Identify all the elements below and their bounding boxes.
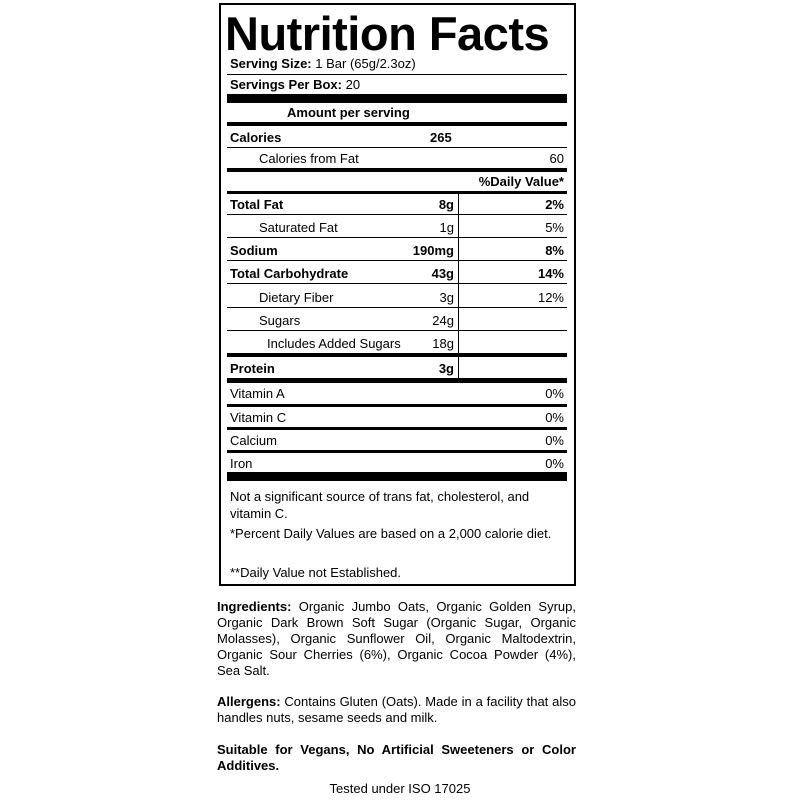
footnote: *Percent Daily Values are based on a 2,000 calorie diet. [230,526,552,541]
nutrient-amount: 190mg [412,243,454,258]
allergens-list: Contains Gluten (Oats). Made in a facility that also handles nuts, sesame seeds and milk. [217,694,576,725]
vitamin-label: Vitamin A [230,386,285,401]
divider [227,283,567,284]
testing-statement: Tested under ISO 17025 [329,781,471,796]
nutrient-amount: 1g [439,220,454,235]
calories-label: Calories [230,130,282,145]
footnote: Not a significant source of trans fat, cholesterol, and vitamin C. [230,489,530,521]
medium-divider [227,191,567,194]
daily-value-header: %Daily Value* [478,174,564,189]
medium-divider [227,404,567,407]
nutrient-amount: 18g [432,336,454,351]
vitamin-daily-value: 0% [545,456,564,471]
divider [227,237,567,238]
calories-from-fat-label: Calories from Fat [259,151,359,166]
nutrient-amount: 24g [432,313,454,328]
servings-per-box-value: 20 [345,77,361,92]
divider [227,147,567,148]
medium-divider [227,427,567,430]
vitamin-label: Vitamin C [230,410,287,425]
servings-per-box [230,77,360,92]
nutrient-daily-value: 12% [537,290,564,305]
suitable-statement: Suitable for Vegans, No Artificial Sweeteners or Color Additives. [217,742,576,773]
serving-size-label: Serving Size: [230,56,312,71]
thick-divider [227,94,567,103]
calories-from-fat-value: 60 [549,151,564,166]
medium-divider [227,450,567,453]
nutrient-amount: 3g [438,361,454,376]
medium-divider [227,168,567,172]
divider [227,74,567,75]
nutrient-label: Includes Added Sugars [267,336,401,351]
vitamin-label: Calcium [230,433,277,448]
vitamin-label: Iron [230,456,253,471]
nutrient-daily-value: 14% [537,266,564,281]
nutrient-label: Sodium [230,243,278,258]
vitamin-daily-value: 0% [545,386,564,401]
nutrient-amount: 8g [438,197,454,212]
nutrient-label: Sugars [259,313,301,328]
nutrient-label: Saturated Fat [259,220,338,235]
divider [227,260,567,261]
nutrient-amount: 43g [431,266,454,281]
nutrient-label: Protein [230,361,275,376]
vitamin-daily-value: 0% [545,433,564,448]
ingredients-label: Ingredients: [217,599,292,614]
medium-divider [227,353,567,357]
nutrient-daily-value: 2% [545,197,564,212]
nutrient-label: Total Fat [230,197,284,212]
thick-divider [227,378,567,383]
divider [227,214,567,215]
column-separator [458,194,459,353]
calories-value: 265 [430,130,452,145]
nutrient-label: Total Carbohydrate [230,266,349,281]
nutrient-daily-value: 5% [545,220,564,235]
divider [227,330,567,331]
amount-per-serving-label: Amount per serving [287,105,410,120]
ingredients-list: Organic Jumbo Oats, Organic Golden Syrup, Organic Dark Brown Soft Sugar (Organic Sugar, Organic Molasses), Organic Sunflower Oil, Organic Maltodextrin, Organic Sour Cherries (6%), Organic Cocoa Powder (4%), Sea Salt. [217,599,576,678]
serving-size-value: 1 Bar (65g/2.3oz) [315,56,416,71]
thick-divider [227,472,567,481]
divider [227,307,567,308]
medium-divider [227,122,567,126]
ingredients-text [217,599,576,679]
nutrient-amount: 3g [439,290,454,305]
nutrient-daily-value: 8% [545,243,564,258]
nutrient-label: Dietary Fiber [259,290,334,305]
serving-size [230,56,416,71]
footnote: **Daily Value not Established. [230,565,402,580]
column-separator [458,357,459,378]
vitamin-daily-value: 0% [545,410,564,425]
servings-per-box-label: Servings Per Box: [230,77,342,92]
label-title: Nutrition Facts [225,7,550,60]
allergens-text [217,694,576,726]
allergens-label: Allergens: [217,694,281,709]
